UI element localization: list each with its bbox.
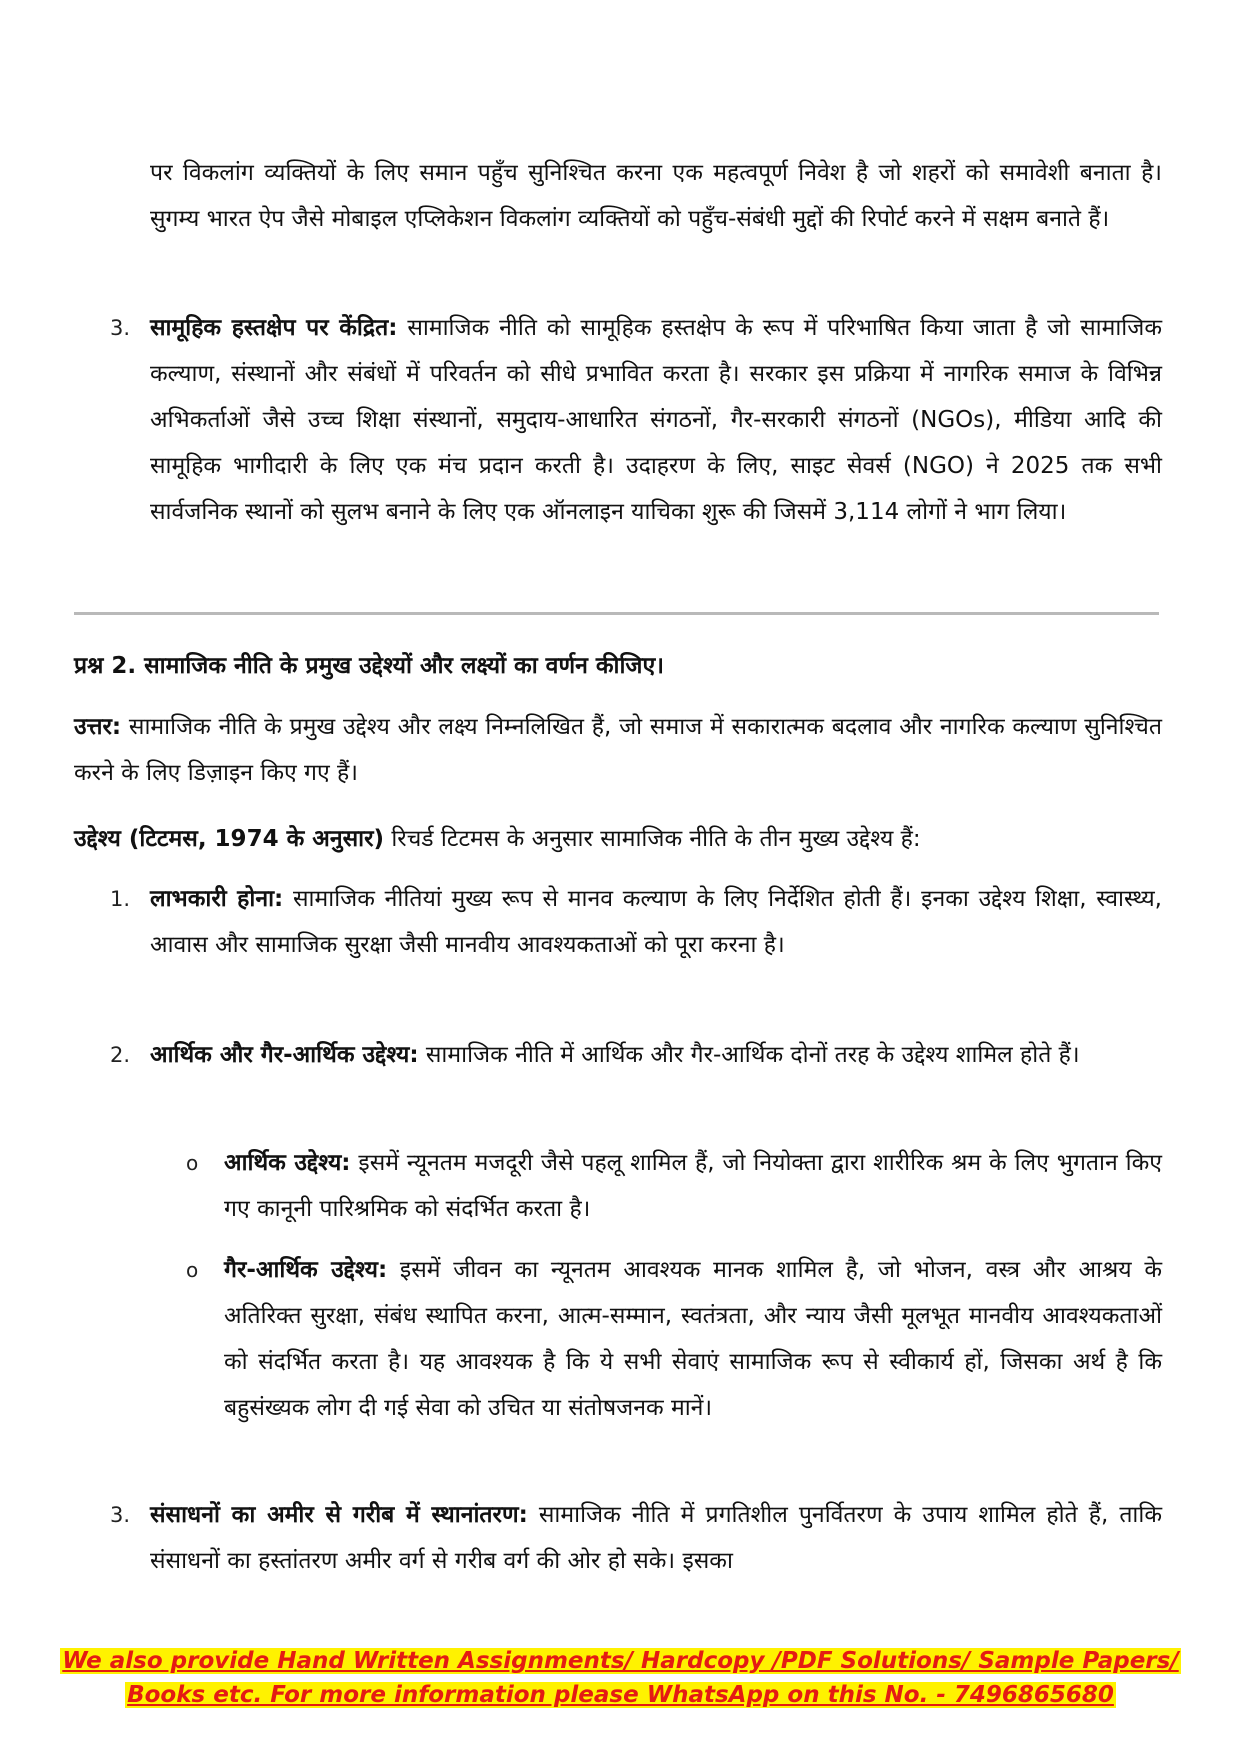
question-heading: प्रश्न 2. सामाजिक नीति के प्रमुख उद्देश्यों और लक्ष्यों का वर्णन कीजिए। <box>74 653 664 679</box>
list-number: 3. <box>110 316 131 340</box>
sub-item-title: गैर-आर्थिक उद्देश्य: <box>224 1257 388 1283</box>
answer-label: उत्तर: <box>74 714 122 740</box>
footer-line-2: Books etc. For more information please WhatsApp on this No. - 7496865680 <box>127 1682 1114 1708</box>
list-item-economic-noneconomic <box>150 1032 1150 1078</box>
item-text: सामाजिक नीतियां मुख्य रूप से मानव कल्याण के लिए निर्देशित होती हैं। इनका उद्देश्य शिक्षा, स्वास्थ्य, आवास और सामाजिक सुरक्षा जैसी मानवीय आवश्यकताओं को पूरा करना है। <box>150 886 1162 958</box>
sub-item-text: इसमें न्यूनतम मजदूरी जैसे पहलू शामिल हैं, जो नियोक्ता द्वारा शारीरिक श्रम के लिए भुगतान किए गए कानूनी पारिश्रमिक को संदर्भित करता है। <box>224 1150 1162 1222</box>
footer-line-1: We also provide Hand Written Assignments/ Hardcopy /PDF Solutions/ Sample Papers/ <box>62 1648 1179 1674</box>
list-number: 3. <box>110 1503 131 1527</box>
sub-item-economic <box>224 1140 1162 1232</box>
sub-bullet: o <box>186 1151 199 1175</box>
item-title: लाभकारी होना: <box>150 886 284 912</box>
item-title: संसाधनों का अमीर से गरीब में स्थानांतरण: <box>150 1502 528 1528</box>
list-number: 2. <box>110 1043 131 1067</box>
list-item-redistribution <box>150 1492 1162 1584</box>
collective-intervention-paragraph <box>150 305 1162 535</box>
item-text: सामाजिक नीति में प्रगतिशील पुनर्वितरण के उपाय शामिल होते हैं, ताकि संसाधनों का हस्तांतरण अमीर वर्ग से गरीब वर्ग की ओर हो सके। इसका <box>150 1502 1163 1574</box>
objectives-text: रिचर्ड टिटमस के अनुसार सामाजिक नीति के तीन मुख्य उद्देश्य हैं: <box>384 826 921 852</box>
item-title: आर्थिक और गैर-आर्थिक उद्देश्य: <box>150 1042 419 1068</box>
sub-item-title: आर्थिक उद्देश्य: <box>224 1150 351 1176</box>
intro-paragraph: पर विकलांग व्यक्तियों के लिए समान पहुँच सुनिश्चित करना एक महत्वपूर्ण निवेश है जो शहरों को समावेशी बनाता है। सुगम्य भारत ऐप जैसे मोबाइल एप्लिकेशन विकलांग व्यक्तियों को पहुँच-संबंधी मुद्दों की रिपोर्ट करने में सक्षम बनाते हैं। <box>150 160 1162 232</box>
item-title: सामूहिक हस्तक्षेप पर केंद्रित: <box>150 315 398 341</box>
answer-text: सामाजिक नीति के प्रमुख उद्देश्य और लक्ष्य निम्नलिखित हैं, जो समाज में सकारात्मक बदलाव और नागरिक कल्याण सुनिश्चित करने के लिए डिज़ाइन किए गए हैं। <box>74 714 1162 786</box>
list-item-beneficial <box>150 876 1162 968</box>
sub-bullet: o <box>186 1258 199 1282</box>
answer-paragraph <box>74 704 1162 796</box>
section-divider <box>74 612 1159 615</box>
sub-item-text: इसमें जीवन का न्यूनतम आवश्यक मानक शामिल है, जो भोजन, वस्त्र और आश्रय के अतिरिक्त सुरक्षा, संबंध स्थापित करना, आत्म-सम्मान, स्वतंत्रता, और न्याय जैसी मूलभूत मानवीय आवश्यकताओं को संदर्भित करता है। यह आवश्यक है कि ये सभी सेवाएं सामाजिक रूप से स्वीकार्य हों, जिसका अर्थ है कि बहुसंख्यक लोग दी गई सेवा को उचित या संतोषजनक मानें। <box>224 1257 1162 1421</box>
item-text: सामाजिक नीति को सामूहिक हस्तक्षेप के रूप में परिभाषित किया जाता है जो सामाजिक कल्याण, संस्थानों और संबंधों में परिवर्तन को सीधे प्रभावित करता है। सरकार इस प्रक्रिया में नागरिक समाज के विभिन्न अभिकर्ताओं जैसे उच्च शिक्षा संस्थानों, समुदाय-आधारित संगठनों, गैर-सरकारी संगठनों (NGOs), मीडिया आदि की सामूहिक भागीदारी के लिए एक मंच प्रदान करती है। उदाहरण के लिए, साइट सेवर्स (NGO) ने 2025 तक सभी सार्वजनिक स्थानों को सुलभ बनाने के लिए एक ऑनलाइन याचिका शुरू की जिसमें 3,114 लोगों ने भाग लिया। <box>150 315 1162 525</box>
objectives-label: उद्देश्य (टिटमस, 1974 के अनुसार) <box>74 826 385 852</box>
list-number: 1. <box>110 887 131 911</box>
item-text: सामाजिक नीति में आर्थिक और गैर-आर्थिक दोनों तरह के उद्देश्य शामिल होते हैं। <box>418 1042 1080 1068</box>
objectives-intro <box>74 816 1164 862</box>
footer-advert <box>0 1644 1241 1712</box>
sub-item-noneconomic <box>224 1247 1162 1431</box>
